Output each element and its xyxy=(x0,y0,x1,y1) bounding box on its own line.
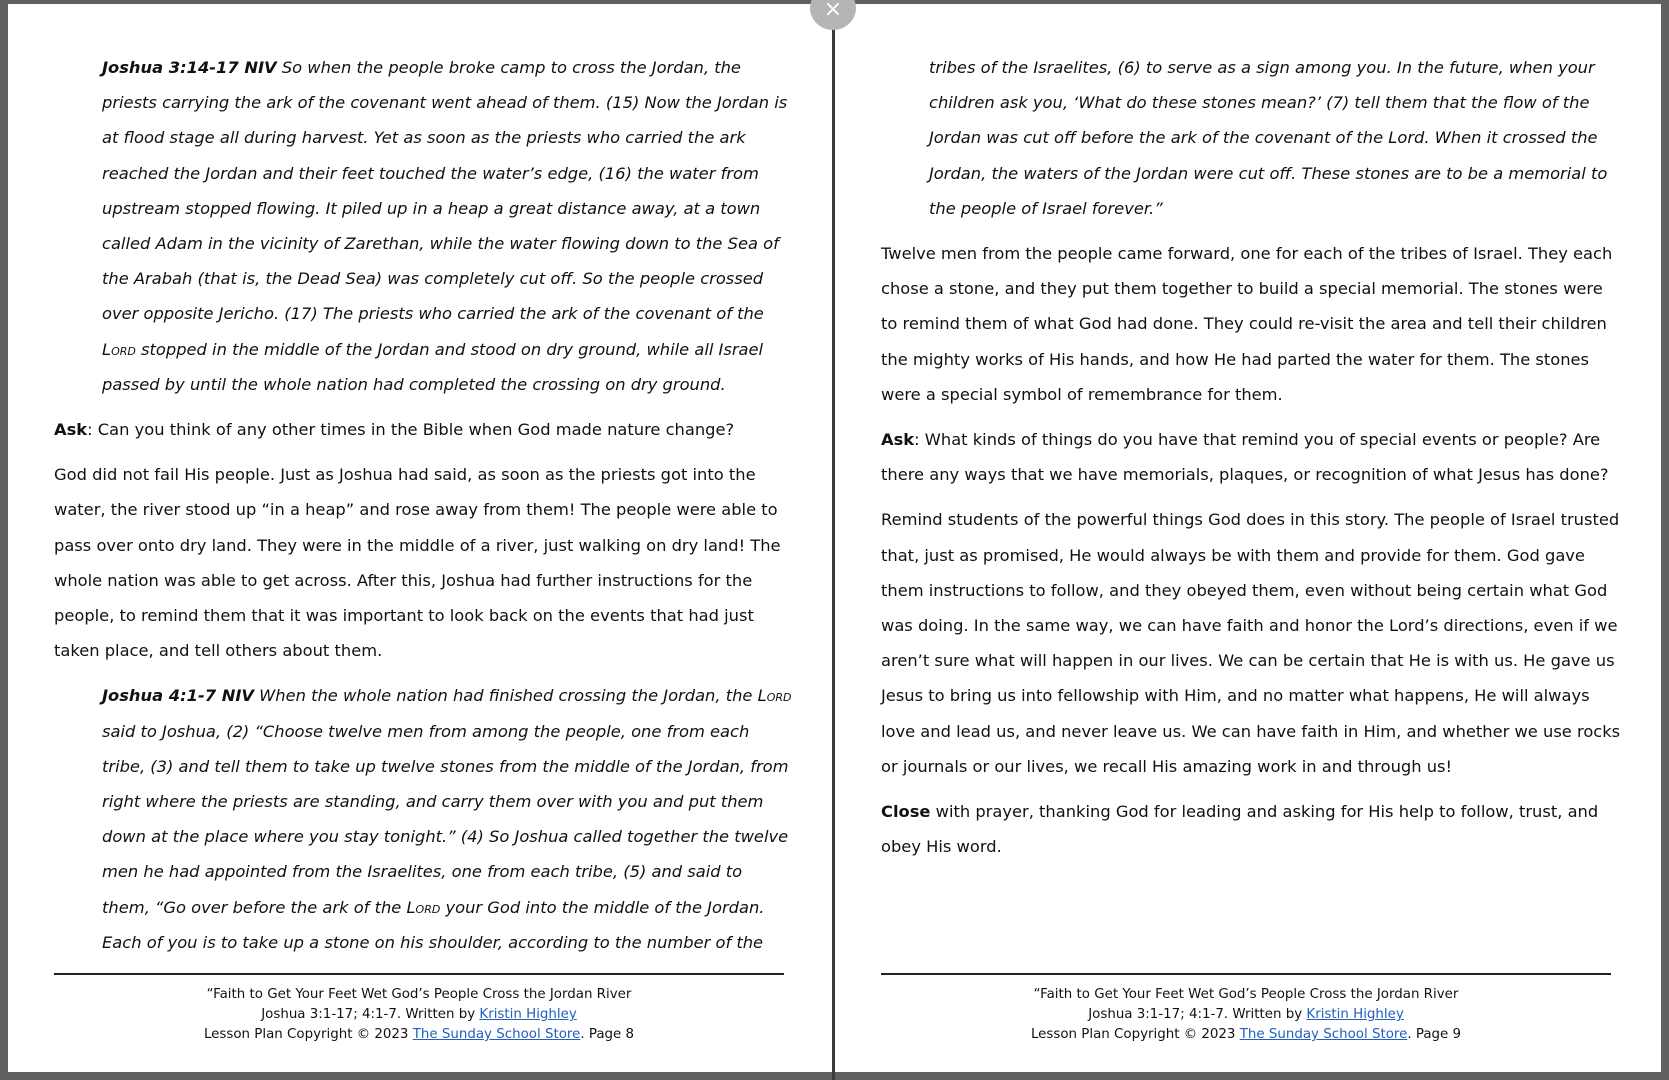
page-number: . Page 8 xyxy=(580,1027,635,1042)
ask-text: : Can you think of any other times in the Bible when God made nature change? xyxy=(87,420,735,440)
footer-copyright: Lesson Plan Copyright © 2023 xyxy=(203,1027,409,1042)
scripture-quote xyxy=(102,50,794,402)
lord-small-caps: Lord xyxy=(102,339,136,359)
store-link[interactable]: The Sunday School Store xyxy=(412,1027,581,1042)
close-paragraph xyxy=(881,794,1621,864)
author-link[interactable]: Kristin Highley xyxy=(1306,1007,1404,1022)
quote-text: said to Joshua, (2) “Choose twelve men from among the people, one from each tribe, (3) and tell them to take up twelve stones from the middle of the Jordan, from right where the priests are standing, and carry them over with you and put them down at the place where you stay tonight.” (4) So Joshua called together the twelve men he had appointed from the Israelites, one from each tribe, (5) and said to them, “Go over before the ark of the xyxy=(102,721,789,917)
ask-paragraph xyxy=(54,412,794,447)
page-content xyxy=(881,50,1621,874)
scripture-reference: Joshua 3:14-17 NIV xyxy=(102,58,277,77)
lord-small-caps: Lord xyxy=(757,686,792,706)
ask-paragraph xyxy=(881,422,1621,492)
footer-copyright: Lesson Plan Copyright © 2023 xyxy=(1030,1027,1236,1042)
page-9 xyxy=(835,4,1661,1072)
ask-label: Ask xyxy=(54,420,88,440)
scripture-reference: Joshua 4:1-7 NIV xyxy=(102,686,254,706)
footer-author-line xyxy=(54,1005,784,1025)
store-link[interactable]: The Sunday School Store xyxy=(1239,1027,1408,1042)
page-content xyxy=(54,50,794,970)
body-paragraph: God did not fail His people. Just as Joshua had said, as soon as the priests got into the water, the river stood up “in a heap” and rose away from them! The people were able to pass over onto dry land. They were in the middle of a river, just walking on dry land! The whole nation was able to get across. After this, Joshua had further instructions for the people, to remind them that it was important to look back on the events that had just taken place, and tell others about them. xyxy=(54,465,781,661)
close-label: Close xyxy=(881,802,931,822)
footer-copyright-line xyxy=(881,1025,1611,1045)
quote-text: stopped in the middle of the Jordan and stood on dry ground, while all Israel passed by until the whole nation had completed the crossing on dry ground. xyxy=(102,339,764,394)
ask-label: Ask xyxy=(881,430,915,450)
footer-title: “Faith to Get Your Feet Wet God’s People Cross the Jordan River xyxy=(206,987,632,1002)
close-text: with prayer, thanking God for leading and asking for His help to follow, trust, and obey His word. xyxy=(881,802,1599,857)
footer-copyright-line xyxy=(54,1025,784,1045)
page-number: . Page 9 xyxy=(1407,1027,1462,1042)
scripture-quote-continued: tribes of the Israelites, (6) to serve as a sign among you. In the future, when your children ask you, ‘What do these stones mean?’ (7) tell them that the flow of the Jordan was cut off before the ark of the covenant of the Lord. When it crossed the Jordan, the waters of the Jordan were cut off. These stones are to be a memorial to the people of Israel forever.” xyxy=(929,58,1608,218)
body-paragraph: Twelve men from the people came forward, one for each of the tribes of Israel. They each chose a stone, and they put them together to build a special memorial. The stones were to remind them of what God had done. They could re-visit the area and tell their children the mighty works of His hands, and how He had parted the water for them. The stones were a special symbol of remembrance for them. xyxy=(881,244,1613,404)
ask-text: : What kinds of things do you have that remind you of special events or people? Are there any ways that we have memorials, plaques, or recognition of what Jesus has done? xyxy=(881,430,1609,485)
quote-text: your God into the middle of the Jordan. Each of you is to take up a stone on his shoulder, according to the number of the xyxy=(102,897,765,952)
author-link[interactable]: Kristin Highley xyxy=(479,1007,577,1022)
page-footer xyxy=(881,973,1611,1045)
page-footer xyxy=(54,973,784,1045)
footer-author-line xyxy=(881,1005,1611,1025)
footer-title: “Faith to Get Your Feet Wet God’s People Cross the Jordan River xyxy=(1033,987,1459,1002)
lord-small-caps: Lord xyxy=(406,897,441,917)
footer-scripture: Joshua 3:1-17; 4:1-7. Written by xyxy=(261,1007,476,1022)
footer-scripture: Joshua 3:1-17; 4:1-7. Written by xyxy=(1088,1007,1303,1022)
quote-text: So when the people broke camp to cross the Jordan, the priests carrying the ark of the covenant went ahead of them. (15) Now the Jordan is at flood stage all during harvest. Yet as soon as the priests who carried the ark reached the Jordan and their feet touched the water’s edge, (16) the water from upstream stopped flowing. It piled up in a heap a great distance away, at a town called Adam in the vicinity of Zarethan, while the water flowing down to the Sea of the Arabah (that is, the Dead Sea) was completely cut off. So the people crossed over opposite Jericho. (17) The priests who carried the ark of the covenant of the xyxy=(102,58,788,324)
close-icon[interactable]: × xyxy=(810,0,856,30)
quote-text: When the whole nation had finished crossing the Jordan, the xyxy=(259,686,753,706)
scripture-quote xyxy=(102,678,794,960)
page-8 xyxy=(8,4,832,1072)
body-paragraph: Remind students of the powerful things God does in this story. The people of Israel trusted that, just as promised, He would always be with them and provide for them. God gave them instructions to follow, and they obeyed them, even without being certain what God was doing. In the same way, we can have faith and honor the Lord’s directions, even if we aren’t sure what will happen in our lives. We can be certain that He is with us. He gave us Jesus to bring us into fellowship with Him, and no matter what happens, He will always love and lead us, and never leave us. We can have faith in Him, and whether we use rocks or journals or our lives, we recall His amazing work in and through us! xyxy=(881,510,1621,776)
